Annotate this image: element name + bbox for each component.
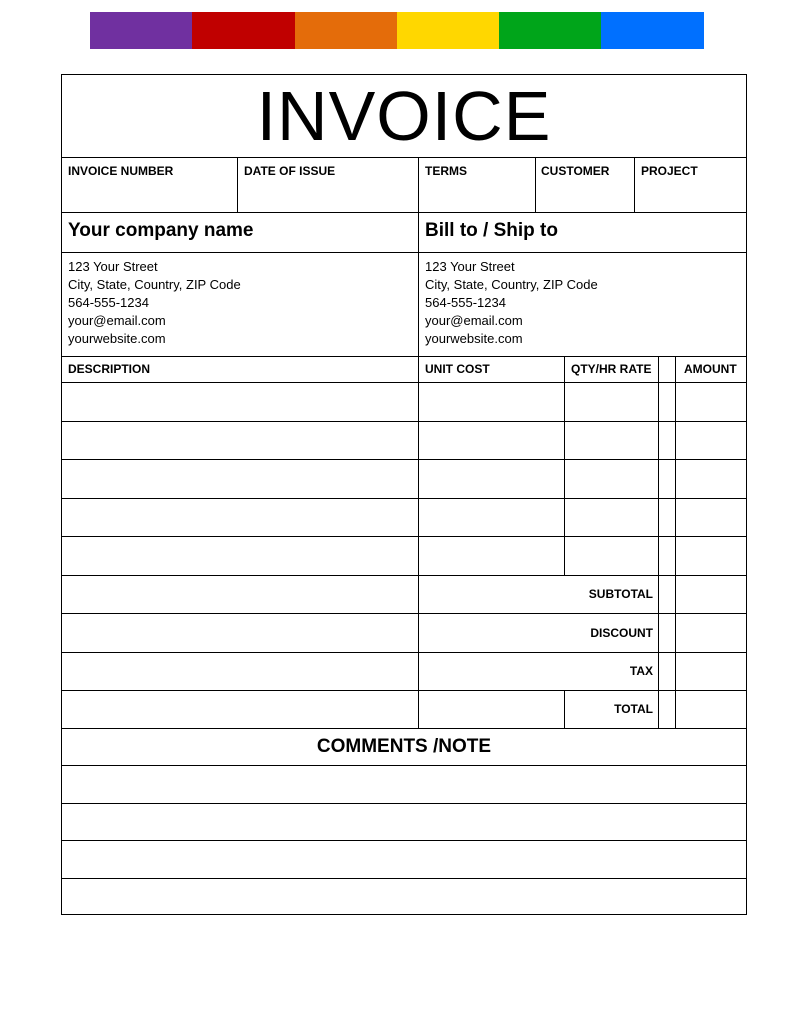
rule-items-divider xyxy=(658,356,659,728)
rule-items-divider xyxy=(675,356,676,728)
rule-meta-divider xyxy=(237,157,238,212)
rule-address-bottom xyxy=(61,356,747,357)
invoice-number-label: INVOICE NUMBER xyxy=(68,164,174,178)
rule-comments-heading-bottom xyxy=(61,765,747,766)
rule-items-divider xyxy=(564,356,565,575)
qty-hr-rate-header: QTY/HR RATE xyxy=(571,362,652,376)
subtotal-label: SUBTOTAL xyxy=(588,587,653,601)
company-street: 123 Your Street xyxy=(68,259,158,274)
rule-comment-line xyxy=(61,840,747,841)
rule-items-header-bottom xyxy=(61,382,747,383)
stripe-purple xyxy=(90,12,192,49)
bill-to-website: yourwebsite.com xyxy=(425,331,523,346)
comments-heading: COMMENTS /NOTE xyxy=(316,736,492,757)
rule-comment-line xyxy=(61,803,747,804)
customer-label: CUSTOMER xyxy=(541,164,610,178)
bill-to-phone: 564-555-1234 xyxy=(425,295,506,310)
rule-row xyxy=(61,690,747,691)
company-phone: 564-555-1234 xyxy=(68,295,149,310)
invoice-title: INVOICE xyxy=(256,77,552,155)
date-of-issue-label: DATE OF ISSUE xyxy=(244,164,336,178)
stripe-green xyxy=(499,12,601,49)
rule-meta-divider xyxy=(535,157,536,212)
company-address xyxy=(68,258,241,348)
company-email: your@email.com xyxy=(68,313,166,328)
rule-row xyxy=(61,613,747,614)
stripe-blue xyxy=(601,12,704,49)
rule-row xyxy=(61,575,747,576)
rule-title-bottom xyxy=(61,157,747,158)
rule-row xyxy=(61,498,747,499)
bill-to-heading: Bill to / Ship to xyxy=(425,220,558,241)
rule-meta-divider xyxy=(418,157,419,212)
description-header: DESCRIPTION xyxy=(68,362,151,376)
stripe-red xyxy=(192,12,295,49)
rule-items-bottom xyxy=(61,728,747,729)
bill-to-address xyxy=(425,258,598,348)
rule-comment-line xyxy=(61,878,747,879)
rule-row xyxy=(61,536,747,537)
terms-label: TERMS xyxy=(425,164,467,178)
rule-address-divider xyxy=(418,212,419,356)
stripe-yellow xyxy=(397,12,499,49)
company-city: City, State, Country, ZIP Code xyxy=(68,277,241,292)
stripe-orange xyxy=(295,12,397,49)
rule-heading-bottom xyxy=(61,252,747,253)
rule-row xyxy=(61,421,747,422)
amount-header: AMOUNT xyxy=(684,362,737,376)
company-name-heading: Your company name xyxy=(68,220,254,241)
rule-items-divider xyxy=(418,356,419,728)
unit-cost-header: UNIT COST xyxy=(425,362,490,376)
discount-label: DISCOUNT xyxy=(590,626,653,640)
tax-label: TAX xyxy=(629,664,653,678)
bill-to-city: City, State, Country, ZIP Code xyxy=(425,277,598,292)
rule-row xyxy=(61,459,747,460)
project-label: PROJECT xyxy=(641,164,698,178)
bill-to-email: your@email.com xyxy=(425,313,523,328)
rule-row xyxy=(61,652,747,653)
bill-to-street: 123 Your Street xyxy=(425,259,515,274)
invoice-frame xyxy=(61,74,747,915)
rule-meta-divider xyxy=(634,157,635,212)
rule-meta-bottom xyxy=(61,212,747,213)
total-label: TOTAL xyxy=(614,702,653,716)
company-website: yourwebsite.com xyxy=(68,331,166,346)
